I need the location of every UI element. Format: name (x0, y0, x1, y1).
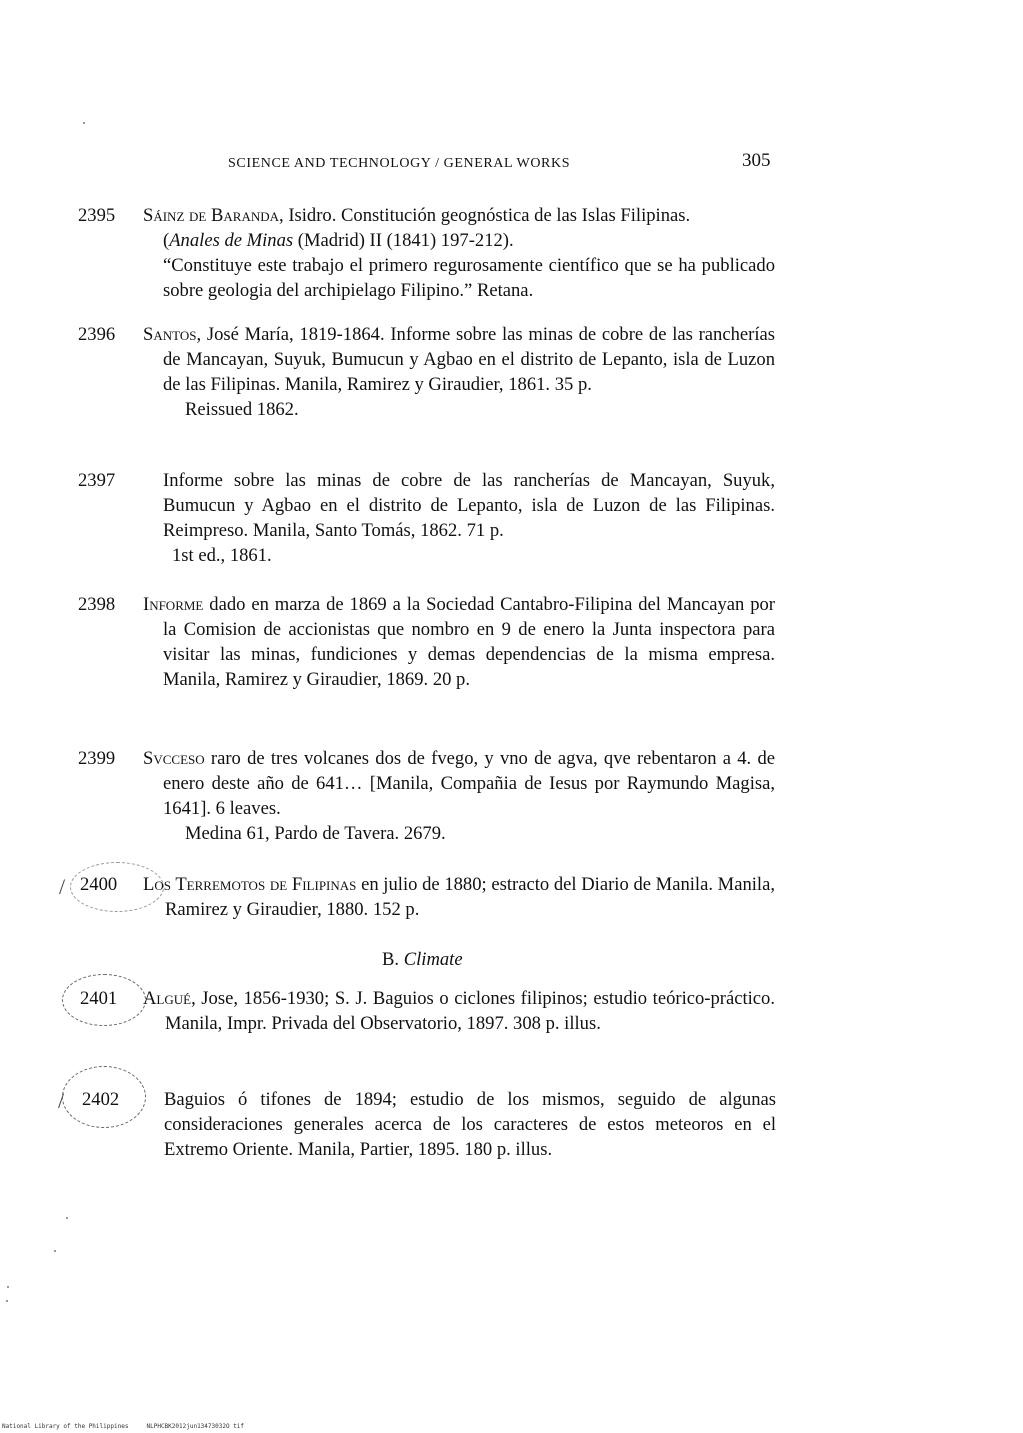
section-heading (382, 949, 463, 971)
entry-note: 1st ed., 1861. (172, 545, 272, 566)
entry-body (163, 468, 775, 568)
entry-text: Isidro. Constitución geognóstica de las Islas Filipinas. (283, 205, 691, 226)
entry-body (143, 322, 775, 422)
entry-number: 2395 (78, 205, 116, 226)
entry-body (143, 986, 775, 1036)
entry-note: “Constituye este trabajo el primero regurosamente científico que se ha publicado sobre geologia del archipielago Filipino.” Retana. (163, 255, 775, 301)
entry-author: Sáinz de Baranda, (143, 205, 284, 226)
scan-speck (7, 1286, 9, 1288)
scan-speck (66, 1217, 68, 1219)
entry-author: Svcceso (143, 748, 205, 769)
entry-citation (143, 322, 775, 397)
entry-text: dado en marza de 1869 a la Sociedad Cantabro-Filipina del Mancayan por la Comision de accionistas que nombro en 9 de enero la Junta inspectora para visitar las minas, fundiciones y demas dependencias de la misma empresa. Manila, Ramirez y Giraudier, 1869. 20 p. (163, 594, 775, 690)
entry-citation (143, 746, 775, 821)
entry-number: 2400 (80, 874, 118, 895)
check-mark: / (58, 1088, 65, 1113)
entry-citation (143, 872, 775, 922)
entry-number: 2396 (78, 324, 116, 345)
entry-text: raro de tres volcanes dos de fvego, y vno de agva, qve rebentaron a 4. de enero deste año de 641… [Manila, Compañia de Iesus por Raymundo Magisa, 1641]. 6 leaves. (163, 748, 775, 819)
footer-library: National Library of the Philippines (2, 1423, 129, 1430)
scan-speck (54, 1250, 56, 1252)
entry-body (143, 872, 775, 922)
entry-note: Reissued 1862. (185, 399, 299, 420)
series-details: (Madrid) II (1841) 197-212). (293, 230, 514, 251)
entry-number: 2397 (78, 470, 116, 491)
entry-text: Informe sobre las minas de cobre de las rancherías de Mancayan, Suyuk, Bumucun y Agbao en el distrito de Lepanto, isla de Luzon de las Filipinas. Reimpreso. Manila, Santo Tomás, 1862. 71 p. (163, 470, 775, 541)
section-letter: B. (382, 949, 400, 970)
footer-scan-id: NLPHCBK2012jun13473032O tif (146, 1423, 245, 1430)
entry-text: José María, 1819-1864. Informe sobre las minas de cobre de las rancherías de Mancayan, Suyuk, Bumucun y Agbao en el distrito de Lepanto, isla de Luzon de las Filipinas. Manila, Ramirez y Giraudier, 1861. 35 p. (163, 324, 775, 395)
entry-citation (143, 986, 775, 1036)
entry-text: en julio de 1880; estracto del Diario de Manila. Manila, Ramirez y Giraudier, 1880. 152 p. (165, 874, 775, 920)
entry-number: 2398 (78, 594, 116, 615)
scan-footer (2, 1423, 244, 1430)
entry-body (164, 1087, 776, 1162)
entry-author: Santos, (143, 324, 202, 345)
entry-author: Informe (143, 594, 204, 615)
running-head: SCIENCE AND TECHNOLOGY / GENERAL WORKS (228, 156, 571, 171)
series-title: Anales de Minas (169, 230, 294, 251)
entry-body (143, 746, 775, 846)
entry-number: 2401 (80, 988, 118, 1009)
section-title: Climate (403, 949, 463, 970)
entry-number: 2399 (78, 748, 116, 769)
entry-series: (Anales de Minas (Madrid) II (1841) 197-212). (163, 230, 514, 251)
entry-text: Baguios ó tifones de 1894; estudio de los mismos, seguido de algunas consideraciones generales acerca de los caracteres de estos meteoros en el Extremo Oriente. Manila, Partier, 1895. 180 p. illus. (164, 1089, 776, 1160)
entry-author: Los Terremotos de Filipinas (143, 874, 357, 895)
entry-citation (143, 203, 775, 228)
scan-speck (6, 1300, 8, 1302)
entry-author: Algué, (143, 988, 196, 1009)
entry-number: 2402 (82, 1089, 120, 1110)
entry-text: Jose, 1856-1930; S. J. Baguios o ciclones filipinos; estudio teórico-práctico. Manila, Impr. Privada del Observatorio, 1897. 308 p. illus. (165, 988, 775, 1034)
entry-citation (143, 592, 775, 692)
entry-note: Medina 61, Pardo de Tavera. 2679. (185, 823, 446, 844)
entry-body (143, 592, 775, 692)
entry-body (143, 203, 775, 303)
page-number: 305 (742, 150, 771, 171)
check-mark: / (59, 874, 66, 899)
scan-speck (83, 122, 85, 124)
